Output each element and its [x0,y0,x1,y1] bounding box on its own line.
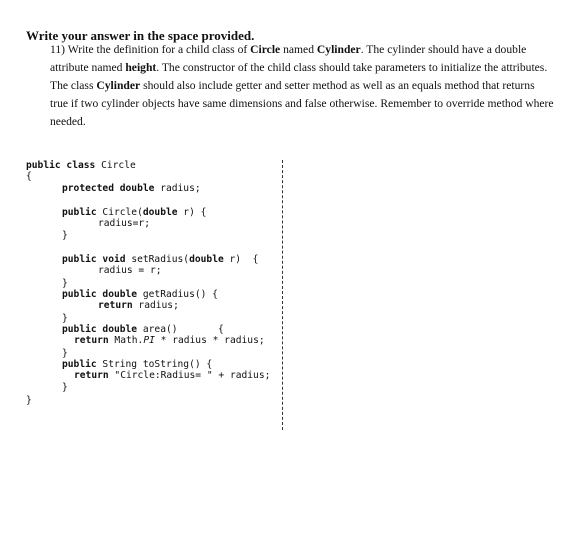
code-line: public double getRadius() { [62,289,218,300]
dashed-divider [282,160,283,430]
code-line: radius = r; [98,265,162,276]
question-part: Write the definition for a child class of [67,43,248,56]
attribute-name: height [125,61,157,74]
question-number: 11) [50,43,66,56]
code-line: public class Circle [26,160,136,171]
code-line: protected double radius; [62,183,201,194]
code-line: } [62,230,68,241]
question-part: named [283,43,314,56]
code-line: public Circle(double r) { [62,207,207,218]
instruction-heading: Write your answer in the space provided. [26,28,255,43]
question-part: should also include getter and setter method as well as an equals method that returns true if two cylinder objects have same dimensions and false otherwise. Remember to override method where needed. [50,79,554,128]
child-class-name: Cylinder [96,79,141,92]
code-line: public String toString() { [62,359,213,370]
code-line: } [62,348,68,359]
code-line: return "Circle:Radius= " + radius; [74,370,271,381]
code-line: public double area() { [62,324,224,335]
question-text [50,41,555,131]
code-line: return radius; [98,300,179,311]
code-line: return Math.PI * radius * radius; [74,335,265,346]
code-line: } [62,278,68,289]
code-line: radius=r; [98,218,150,229]
code-line: public void setRadius(double r) { [62,254,259,265]
question-part: . The cylinder should have a double attribute named [50,43,527,74]
code-line: } [62,382,68,393]
code-line: } [62,313,68,324]
code-line: } [26,395,32,406]
child-class-name: Cylinder [316,43,361,56]
parent-class-name: Circle [250,43,281,56]
question-part: . The constructor of the child class should take parameters to initialize the attributes. The class [50,61,548,92]
code-line: { [26,171,32,182]
